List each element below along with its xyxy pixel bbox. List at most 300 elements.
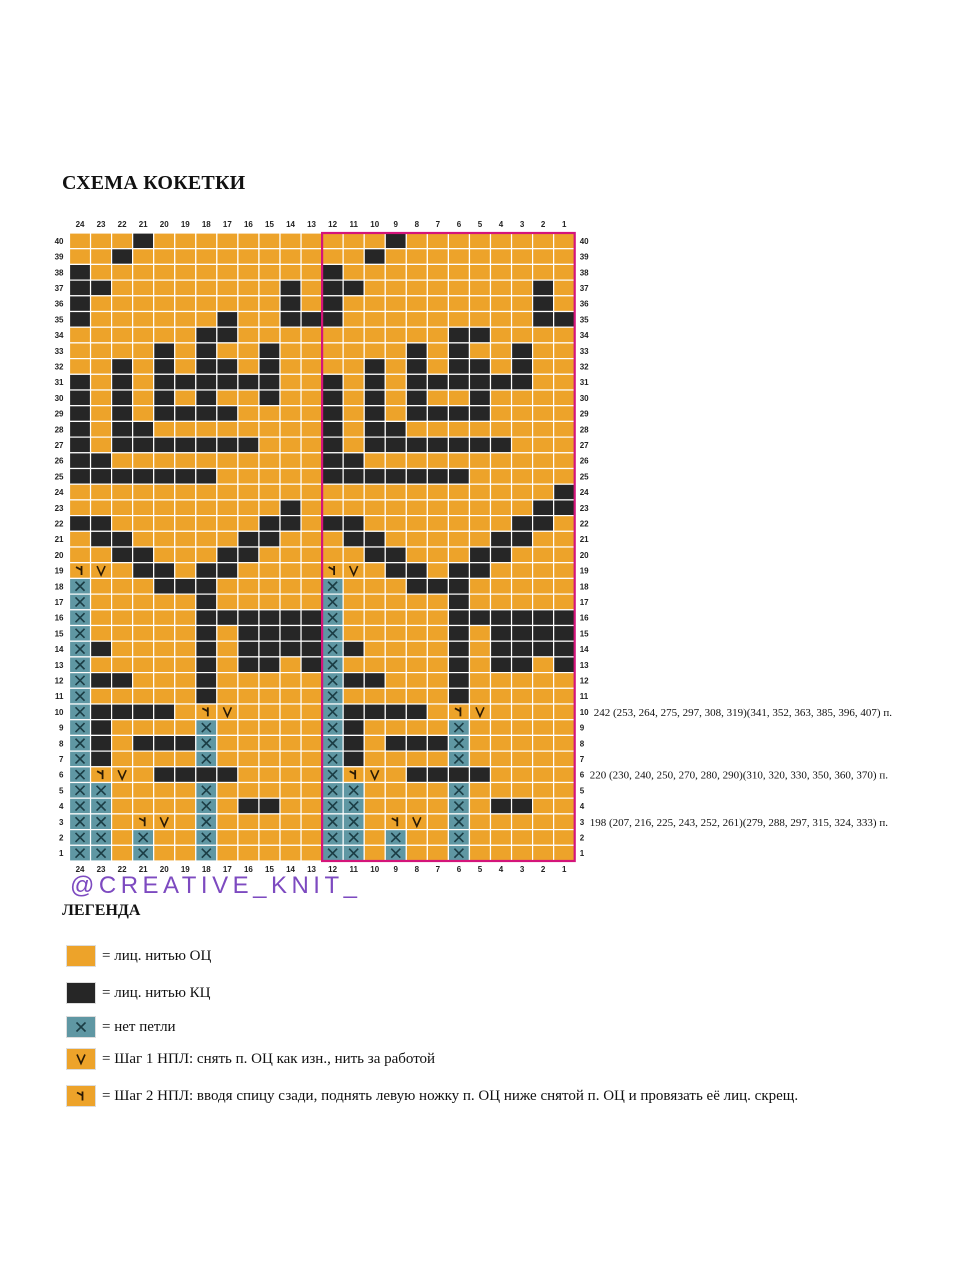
stitch-cell [70,249,91,265]
stitch-cell [385,296,406,312]
row-number-right: 34 [579,331,589,341]
stitch-cell [154,421,175,437]
stitch-cell [217,264,238,280]
stitch-cell [533,516,554,532]
stitch-cell [364,751,385,767]
stitch-cell [343,657,364,673]
stitch-cell [427,421,448,437]
stitch-cell [533,704,554,720]
stitch-cell [280,641,301,657]
stitch-cell [469,547,490,563]
stitch-cell [196,406,217,422]
stitch-cell [512,673,533,689]
row-number-left: 38 [54,268,64,278]
stitch-cell [280,280,301,296]
stitch-cell [364,673,385,689]
legend-label: = лиц. нитью КЦ [102,984,211,1001]
stitch-cell [322,421,343,437]
stitch-cell [512,280,533,296]
stitch-cell [196,374,217,390]
stitch-cell [280,233,301,249]
column-number-bottom: 13 [307,865,317,874]
stitch-cell [427,280,448,296]
stitch-cell [112,264,133,280]
stitch-cell [554,798,575,814]
stitch-cell [364,484,385,500]
stitch-cell [406,673,427,689]
row-number-left: 23 [54,503,64,513]
stitch-cell [91,783,112,799]
stitch-cell [554,249,575,265]
row-stitch-count-note: 242 (253, 264, 275, 297, 308, 319)(341, 352, 363, 385, 396, 407) п. [593,706,892,719]
stitch-cell [133,657,154,673]
stitch-cell [238,610,259,626]
stitch-cell [217,453,238,469]
stitch-cell [406,359,427,375]
stitch-cell [70,830,91,846]
stitch-cell [196,469,217,485]
row-number-right: 23 [579,503,589,513]
stitch-cell [112,484,133,500]
stitch-cell [301,359,322,375]
stitch-cell [448,437,469,453]
stitch-cell [385,437,406,453]
row-number-right: 16 [579,613,589,623]
stitch-cell [554,406,575,422]
stitch-cell [91,406,112,422]
stitch-cell [301,767,322,783]
stitch-cell [385,374,406,390]
stitch-cell [554,547,575,563]
stitch-cell [343,563,364,579]
row-number-right: 3 [579,817,585,827]
stitch-cell [533,312,554,328]
stitch-cell [175,312,196,328]
stitch-cell [491,531,512,547]
stitch-cell [238,688,259,704]
stitch-cell [238,374,259,390]
stitch-cell [70,374,91,390]
stitch-cell [491,406,512,422]
stitch-cell [91,814,112,830]
row-number-right: 6 [579,770,585,780]
stitch-cell [154,374,175,390]
column-number-top: 3 [519,220,525,229]
stitch-cell [301,578,322,594]
stitch-cell [196,626,217,642]
stitch-cell [154,312,175,328]
stitch-cell [512,783,533,799]
stitch-cell [217,327,238,343]
stitch-cell [280,484,301,500]
column-number-top: 7 [435,220,441,229]
stitch-cell [427,359,448,375]
stitch-cell [406,814,427,830]
stitch-cell [175,783,196,799]
stitch-cell [70,673,91,689]
stitch-cell [491,343,512,359]
stitch-cell [259,783,280,799]
stitch-cell [448,798,469,814]
stitch-cell [70,516,91,532]
stitch-cell [70,437,91,453]
column-number-top: 2 [540,220,546,229]
stitch-cell [175,469,196,485]
stitch-cell [70,421,91,437]
stitch-cell [533,280,554,296]
stitch-cell [217,343,238,359]
stitch-cell [91,845,112,861]
stitch-cell [554,312,575,328]
stitch-cell [343,594,364,610]
row-number-right: 22 [579,519,589,529]
stitch-cell [217,720,238,736]
stitch-cell [301,406,322,422]
stitch-cell [259,484,280,500]
stitch-cell [491,280,512,296]
stitch-cell [491,312,512,328]
row-number-left: 5 [59,786,64,796]
stitch-cell [196,280,217,296]
stitch-cell [70,610,91,626]
stitch-cell [491,735,512,751]
stitch-cell [259,531,280,547]
stitch-cell [322,657,343,673]
stitch-cell [385,531,406,547]
column-number-top: 10 [370,220,380,229]
stitch-cell [469,327,490,343]
stitch-cell [343,280,364,296]
contrast-color-swatch [66,982,96,1004]
stitch-cell [196,390,217,406]
stitch-cell [512,296,533,312]
stitch-cell [533,610,554,626]
stitch-cell [238,720,259,736]
stitch-cell [322,343,343,359]
stitch-cell [364,814,385,830]
stitch-cell [70,327,91,343]
stitch-cell [322,531,343,547]
column-number-top: 22 [117,220,127,229]
stitch-cell [133,500,154,516]
stitch-cell [259,610,280,626]
stitch-cell [385,704,406,720]
stitch-cell [280,359,301,375]
column-number-bottom: 22 [117,865,127,874]
stitch-cell [112,735,133,751]
stitch-cell [448,704,469,720]
stitch-cell [385,783,406,799]
stitch-cell [196,767,217,783]
stitch-cell [133,516,154,532]
stitch-cell [70,312,91,328]
stitch-cell [364,578,385,594]
stitch-cell [259,374,280,390]
stitch-cell [448,374,469,390]
stitch-cell [112,783,133,799]
stitch-cell [175,374,196,390]
row-number-left: 19 [54,566,64,576]
stitch-cell [469,437,490,453]
stitch-cell [427,233,448,249]
stitch-cell [217,578,238,594]
stitch-cell [406,390,427,406]
stitch-cell [280,845,301,861]
stitch-cell [301,516,322,532]
stitch-cell [112,751,133,767]
stitch-cell [217,767,238,783]
stitch-cell [469,516,490,532]
stitch-cell [238,673,259,689]
stitch-cell [112,453,133,469]
stitch-cell [533,814,554,830]
stitch-cell [364,327,385,343]
stitch-cell [343,673,364,689]
stitch-cell [448,312,469,328]
stitch-cell [238,327,259,343]
stitch-cell [133,406,154,422]
column-number-bottom: 1 [561,865,567,874]
stitch-cell [91,343,112,359]
stitch-cell [133,563,154,579]
column-number-top: 24 [75,220,85,229]
row-number-right: 9 [579,723,585,733]
stitch-cell [280,531,301,547]
stitch-cell [469,578,490,594]
stitch-cell [280,437,301,453]
stitch-cell [385,845,406,861]
stitch-cell [385,264,406,280]
stitch-cell [512,798,533,814]
stitch-cell [427,406,448,422]
stitch-cell [175,531,196,547]
stitch-cell [406,563,427,579]
stitch-cell [322,735,343,751]
stitch-cell [343,641,364,657]
stitch-cell [406,296,427,312]
stitch-cell [491,657,512,673]
stitch-cell [217,390,238,406]
stitch-cell [238,390,259,406]
stitch-cell [91,547,112,563]
stitch-cell [512,735,533,751]
stitch-cell [406,735,427,751]
stitch-cell [533,767,554,783]
stitch-cell [154,704,175,720]
stitch-cell [491,469,512,485]
stitch-cell [448,657,469,673]
stitch-cell [533,626,554,642]
stitch-cell [133,547,154,563]
stitch-cell [196,453,217,469]
stitch-cell [322,594,343,610]
column-number-bottom: 8 [414,865,420,874]
stitch-cell [512,594,533,610]
stitch-cell [364,453,385,469]
stitch-cell [406,578,427,594]
stitch-cell [112,814,133,830]
stitch-cell [533,327,554,343]
stitch-cell [301,547,322,563]
stitch-cell [554,359,575,375]
stitch-cell [512,830,533,846]
stitch-cell [364,547,385,563]
stitch-cell [364,704,385,720]
stitch-cell [112,673,133,689]
column-number-top: 16 [243,220,253,229]
stitch-cell [217,374,238,390]
stitch-cell [385,610,406,626]
stitch-cell [448,610,469,626]
stitch-cell [70,469,91,485]
stitch-cell [427,264,448,280]
stitch-cell [91,578,112,594]
stitch-cell [512,814,533,830]
stitch-cell [238,343,259,359]
stitch-cell [301,312,322,328]
stitch-cell [154,453,175,469]
stitch-cell [238,264,259,280]
stitch-cell [91,626,112,642]
stitch-cell [91,233,112,249]
stitch-cell [322,249,343,265]
stitch-cell [217,814,238,830]
stitch-cell [343,453,364,469]
stitch-cell [448,500,469,516]
column-number-bottom: 11 [349,865,358,874]
row-number-right: 17 [579,597,589,607]
stitch-cell [259,421,280,437]
stitch-cell [448,814,469,830]
row-number-right: 29 [579,409,589,419]
stitch-cell [385,673,406,689]
row-number-left: 1 [59,849,64,859]
stitch-cell [91,704,112,720]
stitch-cell [112,626,133,642]
stitch-cell [196,578,217,594]
column-number-bottom: 17 [222,865,232,874]
stitch-cell [554,783,575,799]
stitch-cell [322,783,343,799]
stitch-cell [154,783,175,799]
row-number-right: 15 [579,629,589,639]
stitch-cell [491,327,512,343]
stitch-cell [238,421,259,437]
stitch-cell [512,751,533,767]
stitch-cell [427,688,448,704]
stitch-cell [491,453,512,469]
stitch-cell [91,437,112,453]
stitch-cell [385,563,406,579]
stitch-cell [217,610,238,626]
stitch-cell [512,484,533,500]
stitch-cell [491,421,512,437]
column-number-top: 18 [201,220,211,229]
stitch-cell [70,594,91,610]
stitch-cell [133,798,154,814]
stitch-cell [70,751,91,767]
stitch-cell [406,688,427,704]
stitch-cell [385,280,406,296]
stitch-cell [322,830,343,846]
stitch-cell [343,704,364,720]
stitch-cell [343,296,364,312]
chart-title: СХЕМА КОКЕТКИ [62,172,246,194]
stitch-cell [175,547,196,563]
stitch-cell [301,531,322,547]
stitch-cell [427,830,448,846]
stitch-cell [364,767,385,783]
stitch-cell [364,641,385,657]
stitch-cell [448,547,469,563]
stitch-cell [554,280,575,296]
stitch-cell [196,610,217,626]
stitch-cell [175,484,196,500]
stitch-cell [554,830,575,846]
stitch-cell [133,578,154,594]
stitch-cell [238,280,259,296]
column-number-top: 17 [222,220,232,229]
stitch-cell [133,845,154,861]
stitch-cell [469,406,490,422]
stitch-cell [343,688,364,704]
stitch-cell [175,798,196,814]
column-number-top: 21 [138,220,148,229]
stitch-cell [175,594,196,610]
stitch-cell [70,845,91,861]
stitch-cell [448,735,469,751]
stitch-cell [322,673,343,689]
stitch-cell [512,500,533,516]
stitch-cell [133,594,154,610]
stitch-cell [343,406,364,422]
stitch-cell [259,500,280,516]
stitch-cell [364,249,385,265]
stitch-cell [448,594,469,610]
stitch-cell [448,673,469,689]
stitch-cell [259,594,280,610]
stitch-cell [112,296,133,312]
stitch-cell [133,453,154,469]
stitch-cell [343,327,364,343]
row-number-left: 40 [54,236,64,246]
stitch-cell [133,783,154,799]
column-number-bottom: 23 [96,865,106,874]
stitch-cell [217,563,238,579]
stitch-cell [259,814,280,830]
stitch-cell [217,673,238,689]
stitch-cell [406,704,427,720]
row-stitch-count-note: 220 (230, 240, 250, 270, 280, 290)(310, 320, 330, 350, 360, 370) п. [589,769,888,782]
stitch-cell [343,437,364,453]
stitch-cell [512,626,533,642]
column-number-bottom: 16 [243,865,253,874]
stitch-cell [343,516,364,532]
row-number-right: 19 [579,566,589,576]
row-number-right: 11 [579,692,589,702]
stitch-cell [448,751,469,767]
stitch-cell [70,563,91,579]
stitch-cell [175,500,196,516]
column-number-top: 23 [96,220,106,229]
stitch-cell [112,531,133,547]
stitch-cell [280,264,301,280]
stitch-cell [322,453,343,469]
stitch-cell [469,233,490,249]
stitch-cell [533,783,554,799]
stitch-cell [112,280,133,296]
stitch-cell [217,704,238,720]
